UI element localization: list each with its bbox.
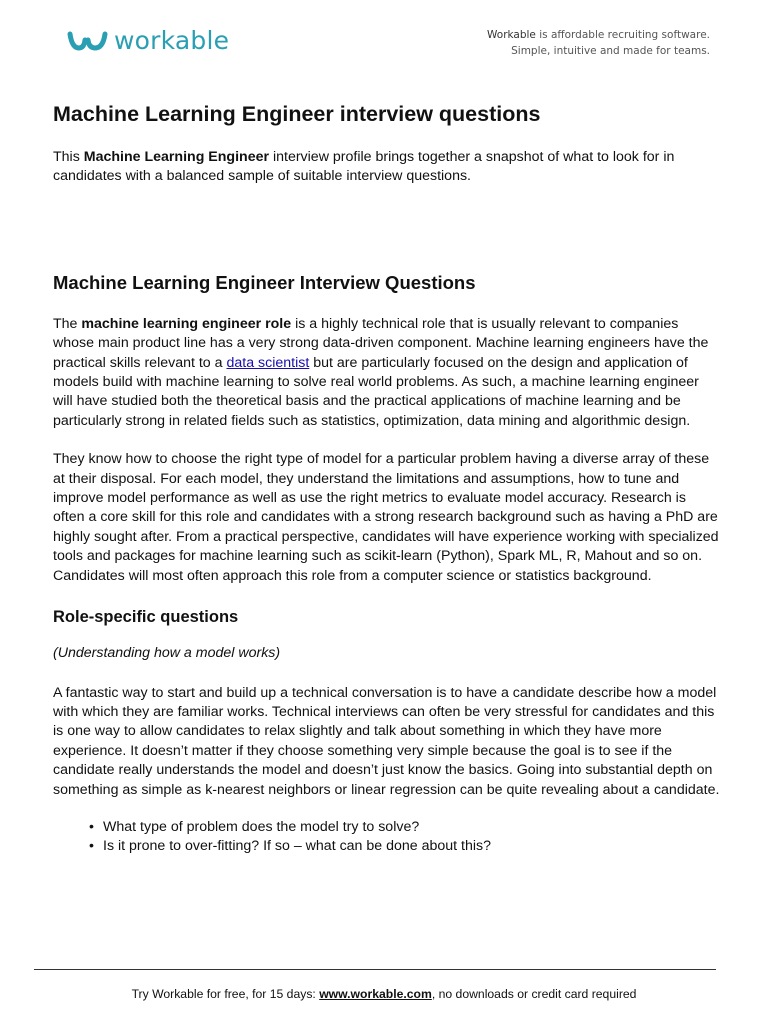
para1-bold: machine learning engineer role [81, 315, 292, 332]
paragraph-3: A fantastic way to start and build up a technical conversation is to have a candidate describe how a model with which they are familiar works. Technical interviews can often be very stressful for candidates and this is one way to allow candidates to relax slightly and talk about something in which they have more experience. It doesn’t matter if they choose something very simple because the goal is to see if the candidate really understands the model and doesn’t just know the basics. Going into substantial depth on something as simple as k-nearest neighbors or linear regression can be quite revealing about a candidate. [53, 684, 720, 798]
footer-after: , no downloads or credit card required [431, 987, 637, 1001]
paragraph-1 [53, 315, 721, 431]
document-body [53, 100, 721, 857]
question-list [89, 818, 721, 857]
para1-after: but are particularly focused on the design and application of models build with machine learning to solve real world problems. As such, a machine learning engineer will have studied both the theoretical basis and the practical applications of machine learning and be particularly strong in related fields such as statistics, optimization, data mining and algorithmic design. [53, 354, 699, 429]
tagline [487, 27, 710, 59]
paragraph-2: They know how to choose the right type of model for a particular problem having a diverse array of these at their disposal. For each model, they understand the limitations and assumptions, how to tune and improve model performance as well as use the right metrics to evaluate model accuracy. Research is often a core skill for this role and candidates with a strong research background such as having a PhD are highly sought after. From a practical perspective, candidates will have experience working with specialized tools and packages for machine learning such as scikit-learn (Python), Spark ML, R, Mahout and so on. Candidates will most often approach this role from a computer science or statistics background. [53, 451, 719, 584]
role-specific-heading: Role-specific questions [53, 608, 239, 627]
data-scientist-link[interactable]: data scientist [226, 354, 310, 371]
page-footer [0, 987, 768, 1001]
page-title: Machine Learning Engineer interview questions [53, 102, 541, 126]
tagline-line2: Simple, intuitive and made for teams. [511, 45, 710, 57]
intro-before: This [53, 149, 84, 165]
workable-logo-icon [66, 28, 110, 54]
italic-note: (Understanding how a model works) [53, 645, 281, 662]
intro-paragraph [53, 148, 721, 187]
para1-middle: is a highly technical role that is usually relevant to companies whose main product line has a very strong data-driven component. Machine learning engineers have the practical skills relevant to a [53, 315, 709, 371]
workable-logo[interactable] [66, 28, 229, 54]
para1-before: The [53, 315, 82, 332]
list-item: • Is it prone to over-fitting? If so – what can be done about this? [89, 837, 721, 856]
workable-website-link[interactable]: www.workable.com [319, 987, 432, 1001]
tagline-line1: is affordable recruiting software. [535, 29, 710, 41]
footer-divider [34, 969, 716, 970]
section-heading: Machine Learning Engineer Interview Questions [53, 271, 476, 293]
intro-bold: Machine Learning Engineer [83, 149, 270, 165]
footer-before: Try Workable for free, for 15 days: [131, 987, 320, 1001]
intro-after: interview profile brings together a snapshot of what to look for in candidates with a balanced sample of suitable interview questions. [53, 149, 675, 185]
logo-text: workable [114, 26, 230, 55]
page-header [0, 0, 768, 80]
list-item: • What type of problem does the model try to solve? [89, 818, 721, 837]
tagline-brand: Workable [487, 29, 536, 41]
